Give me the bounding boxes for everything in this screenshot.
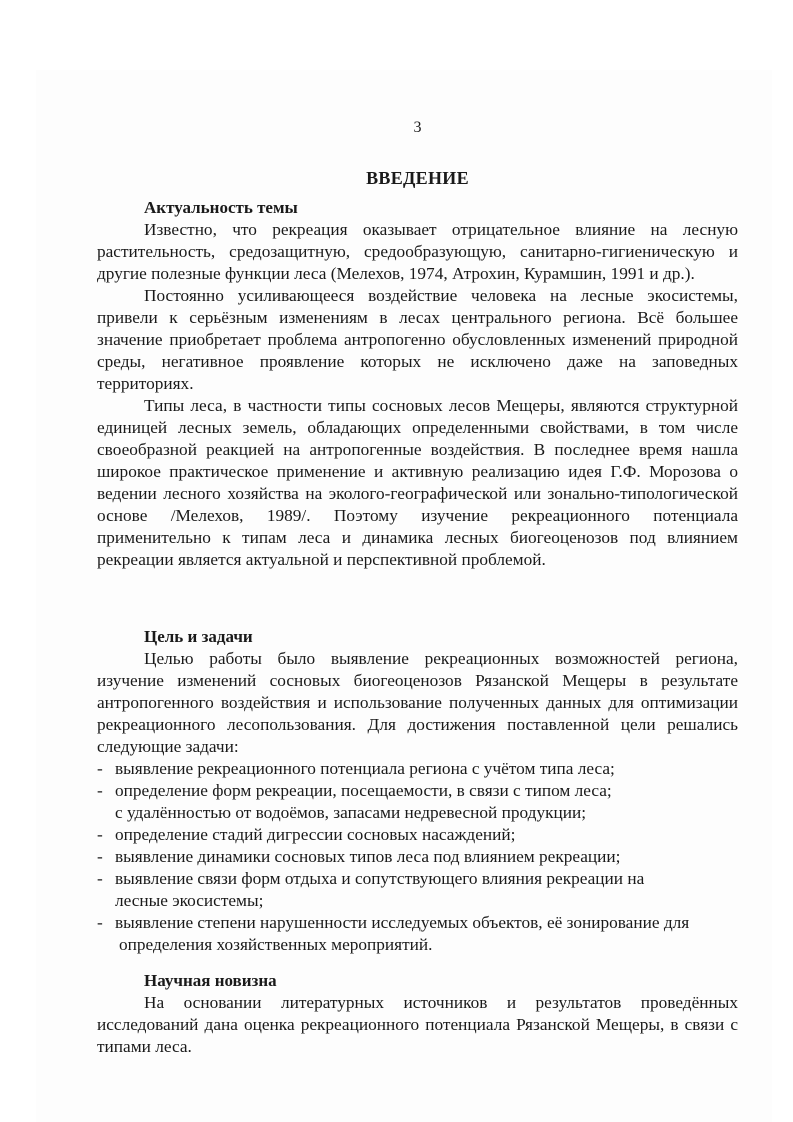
paragraph: Постоянно усиливающееся воздействие человека на лесные экосистемы, привели к серьёзным изменениям в лесах центрального региона. Всё большее значение приобретает проблема антропогенно обусловленных изменений природной среды, негативное проявление которых не исключено даже на заповедных территориях. xyxy=(97,286,738,393)
list-item xyxy=(97,780,738,802)
list-item-text: выявление рекреационного потенциала региона с учётом типа леса; xyxy=(115,759,615,778)
paragraph: Целью работы было выявление рекреационных возможностей региона, изучение изменений сосновых биогеоценозов Рязанской Мещеры в результате антропогенного воздействия и использование полученных данных для оптимизации рекреационного лесопользования. Для достижения поставленной цели решались следующие задачи: xyxy=(97,649,738,756)
page-number: 3 xyxy=(413,119,422,136)
list-item-continuation xyxy=(97,890,738,912)
list-item-text: с удалённостью от водоёмов, запасами недревесной продукции; xyxy=(115,803,587,822)
section-goals xyxy=(97,626,738,956)
list-item-text: выявление степени нарушенности исследуемых объектов, её зонирование для xyxy=(115,913,690,932)
list-item-text: лесные экосистемы; xyxy=(115,891,264,910)
list-item xyxy=(97,868,738,890)
list-item xyxy=(97,758,738,780)
list-item-text: определения хозяйственных мероприятий. xyxy=(119,935,433,954)
page-title: ВВЕДЕНИЕ xyxy=(366,168,469,188)
section-heading: Актуальность темы xyxy=(144,198,298,217)
list-item-text: выявление динамики сосновых типов леса под влиянием рекреации; xyxy=(115,847,621,866)
dash-bullet: - xyxy=(97,847,103,866)
list-item-continuation xyxy=(97,934,738,956)
task-list xyxy=(97,758,738,956)
section-novelty xyxy=(97,970,738,1058)
paragraph: Известно, что рекреация оказывает отрицательное влияние на лесную растительность, средозащитную, средообразующую, санитарно-гигиеническую и другие полезные функции леса (Мелехов, 1974, Атрохин, Курамшин, 1991 и др.). xyxy=(97,220,738,283)
list-item-text: выявление связи форм отдыха и сопутствующего влияния рекреации на xyxy=(115,869,645,888)
dash-bullet: - xyxy=(97,781,103,800)
list-item xyxy=(97,912,738,934)
dash-bullet: - xyxy=(97,869,103,888)
section-relevance xyxy=(97,197,738,571)
section-heading: Научная новизна xyxy=(144,971,277,990)
dash-bullet: - xyxy=(97,759,103,778)
paragraph: Типы леса, в частности типы сосновых лесов Мещеры, являются структурной единицей лесных земель, обладающих определенными свойствами, в том числе своеобразной реакцией на антропогенные воздействия. В последнее время нашла широкое практическое применение и активную реализацию идея Г.Ф. Морозова о ведении лесного хозяйства на эколого-географической или зонально-типологической основе /Мелехов, 1989/. Поэтому изучение рекреационного потенциала применительно к типам леса и динамика лесных биогеоценозов под влиянием рекреации является актуальной и перспективной проблемой. xyxy=(97,396,738,569)
dash-bullet: - xyxy=(97,825,103,844)
dash-bullet: - xyxy=(97,913,103,932)
list-item-text: определение форм рекреации, посещаемости, в связи с типом леса; xyxy=(115,781,612,800)
list-item xyxy=(97,846,738,868)
section-heading: Цель и задачи xyxy=(144,627,253,646)
list-item-continuation xyxy=(97,802,738,824)
list-item xyxy=(97,824,738,846)
paragraph: На основании литературных источников и результатов проведённых исследований дана оценка рекреационного потенциала Рязанской Мещеры, в связи с типами леса. xyxy=(97,993,738,1056)
list-item-text: определение стадий дигрессии сосновых насаждений; xyxy=(115,825,516,844)
